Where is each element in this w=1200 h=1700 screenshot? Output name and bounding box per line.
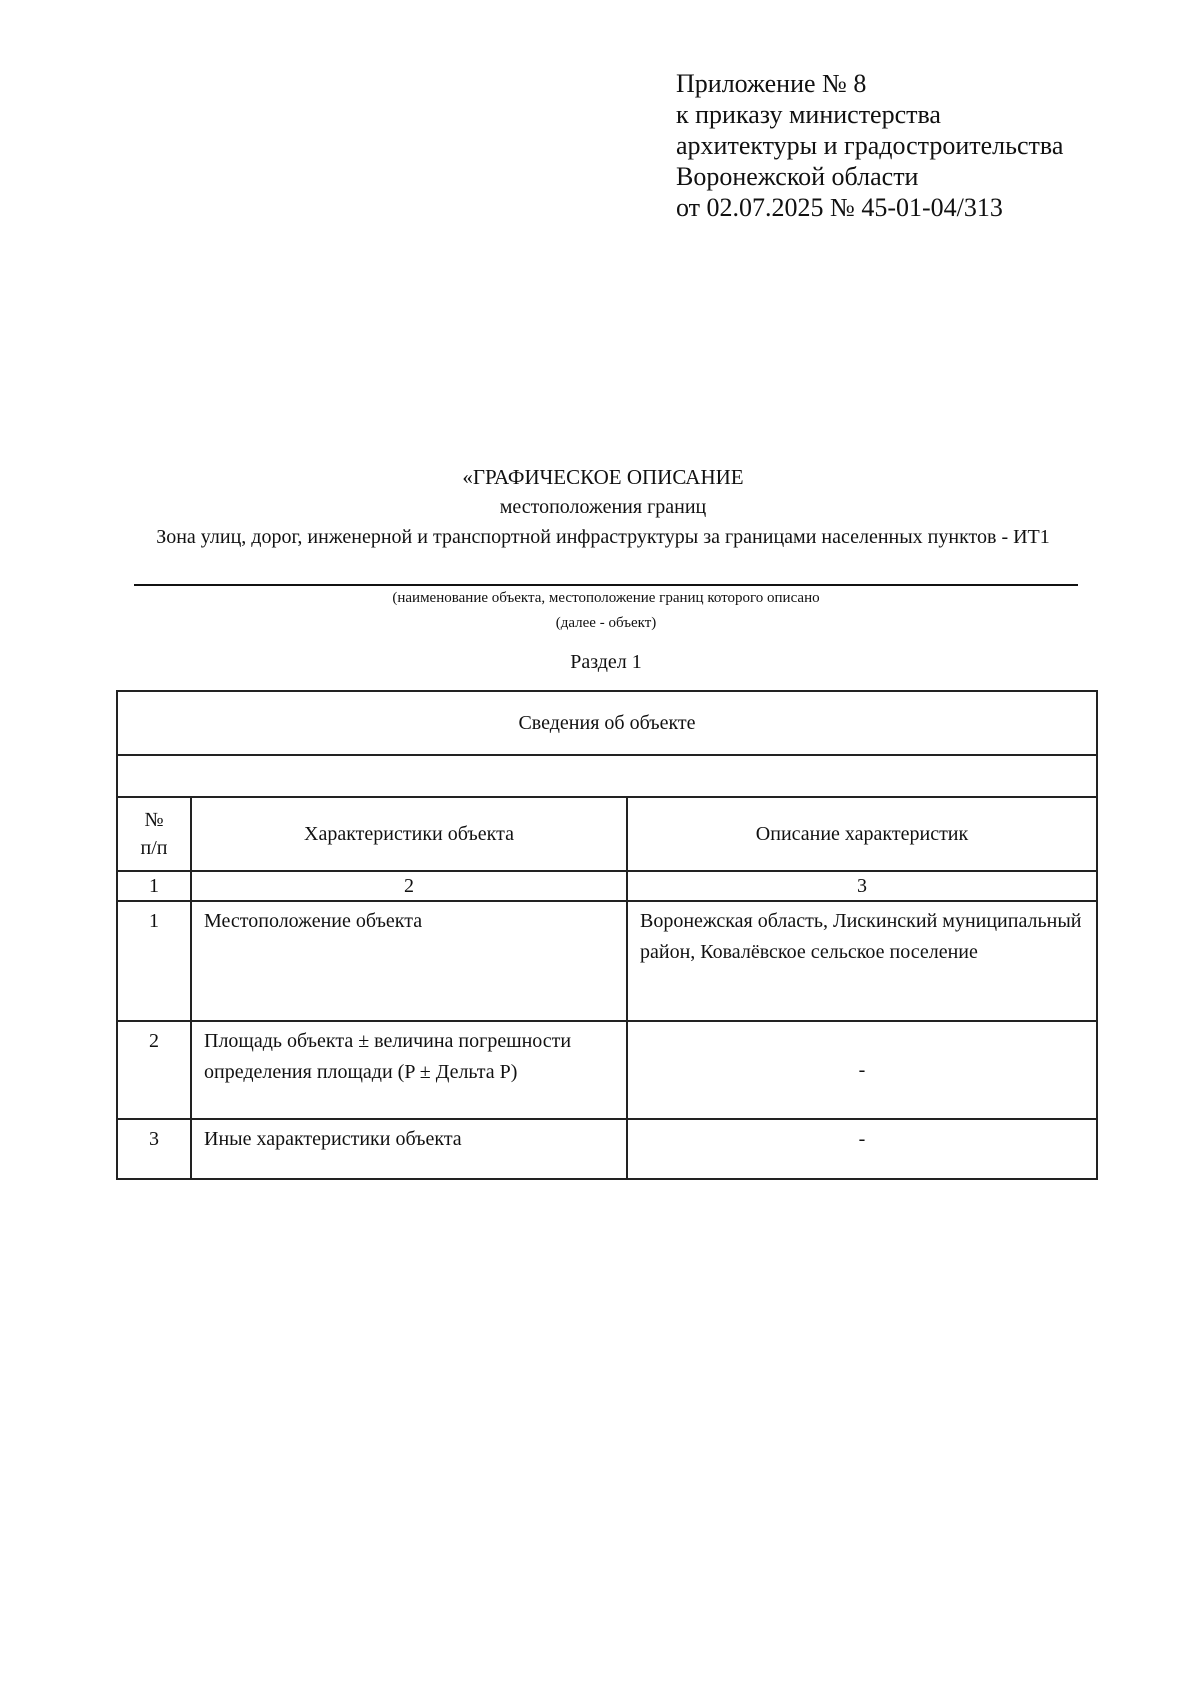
table-column-headers (117, 797, 1097, 871)
row-number: 3 (117, 1119, 191, 1179)
row-number: 1 (117, 901, 191, 1021)
table-empty-cell (117, 755, 1097, 797)
row-description: Воронежская область, Лискинский муниципальный район, Ковалёвское сельское поселение (627, 901, 1097, 1021)
row-description: - (627, 1119, 1097, 1179)
caption-line-1: (наименование объекта, местоположение границ которого описано (392, 590, 820, 606)
column-header-description: Описание характеристик (627, 797, 1097, 871)
column-number-3: 3 (627, 871, 1097, 901)
table-heading-row (117, 691, 1097, 755)
document-title: «ГРАФИЧЕСКОЕ ОПИСАНИЕ (462, 465, 744, 489)
table-empty-row (117, 755, 1097, 797)
table-column-numbers (117, 871, 1097, 901)
column-header-characteristic: Характеристики объекта (191, 797, 627, 871)
row-characteristic: Иные характеристики объекта (191, 1119, 627, 1179)
object-name-caption (134, 586, 1078, 636)
appendix-line-5: от 02.07.2025 № 45-01-04/313 (676, 193, 1003, 222)
column-header-num: № п/п (117, 797, 191, 871)
object-info-table (116, 690, 1098, 1180)
row-characteristic: Площадь объекта ± величина погрешности определения площади (P ± Дельта P) (191, 1021, 627, 1119)
table-row (117, 1119, 1097, 1179)
table-heading: Сведения об объекте (117, 691, 1097, 755)
row-description: - (627, 1021, 1097, 1119)
object-name: Зона улиц, дорог, инженерной и транспортной инфраструктуры за границами населенных пунктов - ИТ1 (156, 526, 1050, 548)
appendix-line-1: Приложение № 8 (676, 69, 867, 98)
table-row (117, 1021, 1097, 1119)
row-characteristic: Местоположение объекта (191, 901, 627, 1021)
table-row (117, 901, 1097, 1021)
column-number-1: 1 (117, 871, 191, 901)
caption-line-2: (далее - объект) (555, 615, 657, 631)
appendix-note (676, 68, 1096, 223)
section-label: Раздел 1 (570, 651, 642, 673)
appendix-line-4: Воронежской области (676, 162, 919, 191)
document-subtitle: местоположения границ (499, 496, 707, 518)
row-number: 2 (117, 1021, 191, 1119)
appendix-line-2: к приказу министерства (676, 100, 941, 129)
title-block (130, 462, 1076, 552)
column-number-2: 2 (191, 871, 627, 901)
appendix-line-3: архитектуры и градостроительства (676, 131, 1064, 160)
